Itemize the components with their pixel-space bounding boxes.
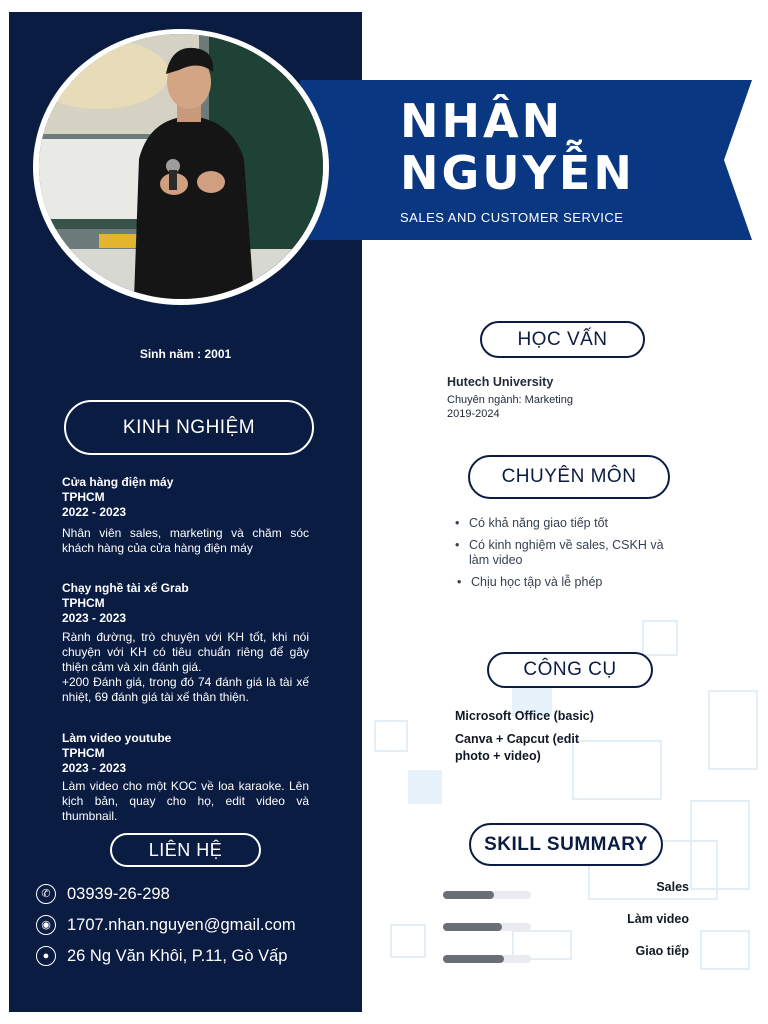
experience-company: Chạy nghề tài xế Grab: [62, 581, 189, 595]
skill-bar-fill: [443, 891, 494, 899]
contact-email-row: [36, 915, 296, 935]
contact-email[interactable]: 1707.nhan.nguyen@gmail.com: [67, 915, 296, 934]
skill-label: Làm video: [627, 912, 689, 926]
last-name: NGUYỄN: [400, 146, 635, 200]
skill-label: Giao tiếp: [635, 944, 689, 958]
list-item: Microsoft Office (basic): [455, 709, 594, 723]
contact-phone[interactable]: 03939-26-298: [67, 884, 170, 903]
expertise-heading: CHUYÊN MÔN: [468, 455, 670, 499]
name-banner: [300, 80, 752, 240]
experience-item: [62, 731, 309, 824]
location-pin-icon: ●: [36, 946, 56, 966]
decorative-square: [708, 690, 758, 770]
globe-icon: ◉: [36, 915, 56, 935]
contact-address: 26 Ng Văn Khôi, P.11, Gò Vấp: [67, 946, 288, 965]
skill-bar-fill: [443, 923, 502, 931]
job-title: SALES AND CUSTOMER SERVICE: [400, 210, 624, 225]
experience-location: TPHCM: [62, 746, 105, 760]
experience-company: Làm video youtube: [62, 731, 172, 745]
contact-phone-row: [36, 884, 170, 904]
phone-icon: ✆: [36, 884, 56, 904]
skill-bar-track: [443, 891, 531, 899]
experience-period: 2023 - 2023: [62, 761, 127, 775]
experience-heading: KINH NGHIỆM: [64, 400, 314, 455]
decorative-square: [642, 620, 678, 656]
skill-bar-fill: [443, 955, 504, 963]
list-item: Canva + Capcut (edit photo + video): [455, 732, 579, 763]
skill-row: [443, 880, 689, 904]
experience-description-extra: +200 Đánh giá, trong đó 74 đánh giá là tài xế nhiệt, 69 đánh giá tài xế thân thiện.: [62, 675, 309, 704]
decorative-square: [390, 924, 426, 958]
list-item: • Có khả năng giao tiếp tốt: [469, 516, 669, 531]
skill-summary-heading: SKILL SUMMARY: [469, 823, 663, 866]
experience-description: Rành đường, trò chuyện với KH tốt, khi nói chuyện với KH có tiêu chuẩn riêng để gây thiện cảm và xin đánh giá.: [62, 630, 309, 674]
skill-label: Sales: [656, 880, 689, 894]
skill-row: [443, 944, 689, 968]
skill-bar-track: [443, 955, 531, 963]
education-period: 2019-2024: [447, 408, 500, 420]
experience-period: 2023 - 2023: [62, 611, 127, 625]
decorative-square: [408, 770, 442, 804]
first-name: NHÂN: [400, 94, 564, 148]
education-section: [447, 375, 573, 421]
decorative-square: [700, 930, 750, 970]
experience-description: Làm video cho một KOC về loa karaoke. Lên kịch bản, quay cho họ, edit video và thumbnail.: [62, 779, 309, 823]
tools-heading: CÔNG CỤ: [487, 652, 653, 688]
experience-description: Nhân viên sales, marketing và chăm sóc khách hàng của cửa hàng điện máy: [62, 526, 309, 555]
education-major: Chuyên ngành: Marketing: [447, 394, 573, 406]
contact-address-row: [36, 946, 287, 966]
experience-company: Cửa hàng điện máy: [62, 475, 174, 489]
contact-heading: LIÊN HỆ: [110, 833, 261, 867]
education-heading: HỌC VẤN: [480, 321, 645, 358]
education-school: Hutech University: [447, 375, 554, 389]
experience-location: TPHCM: [62, 596, 105, 610]
skill-bar-track: [443, 923, 531, 931]
experience-item: [62, 581, 309, 705]
list-item: • Có kinh nghiệm về sales, CSKH và làm video: [469, 538, 669, 568]
experience-period: 2022 - 2023: [62, 505, 127, 519]
experience-location: TPHCM: [62, 490, 105, 504]
experience-item: [62, 475, 309, 556]
birth-year: Sinh năm : 2001: [139, 347, 232, 361]
decorative-square: [374, 720, 408, 752]
skill-row: [443, 912, 689, 936]
profile-photo: [39, 34, 323, 299]
expertise-list: [469, 516, 669, 597]
list-item: • Chịu học tập và lễ phép: [471, 575, 671, 590]
tools-list: [455, 708, 635, 771]
